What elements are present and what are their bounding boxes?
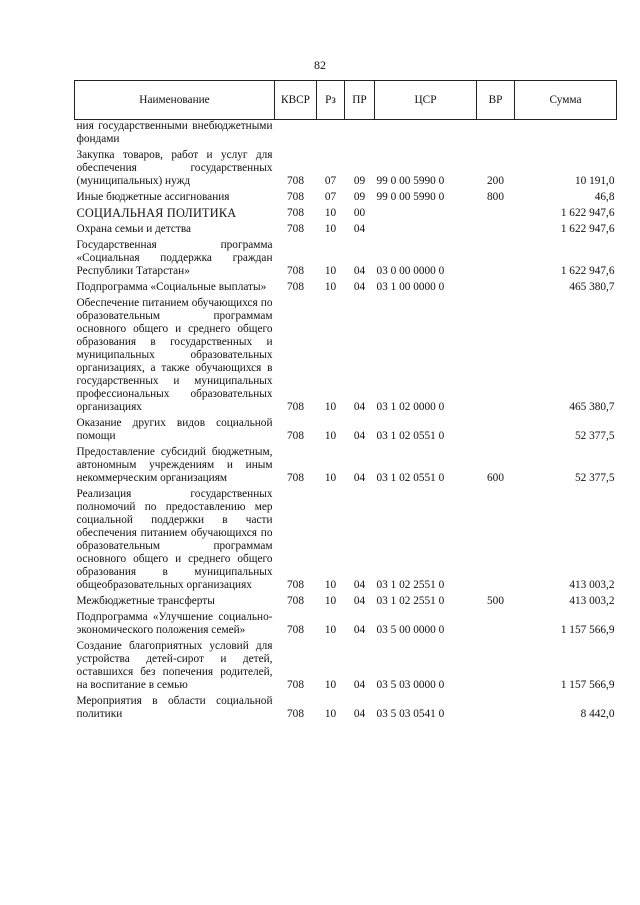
row-pr: 04 xyxy=(353,472,366,484)
row-name: Обеспечение питанием обучающихся по образовательным программам основного общего и среднего общего образования в государственных и муниципальных образовательных организациях, а также обучающихся в государственных и муниципальных профессиональных образовательных организациях xyxy=(76,297,273,413)
row-vr xyxy=(477,297,515,417)
row-sum xyxy=(515,120,617,150)
row-vr xyxy=(477,120,515,150)
row-sum: 10 191,0 xyxy=(574,175,615,187)
row-sum: 413 003,2 xyxy=(569,579,615,591)
row-sum: 52 377,5 xyxy=(574,472,615,484)
row-pr: 04 xyxy=(353,679,366,691)
row-vr xyxy=(477,207,515,223)
table-row xyxy=(75,207,617,223)
table-header-row xyxy=(75,81,617,120)
row-kvsr: 708 xyxy=(287,472,304,484)
row-vr xyxy=(477,695,515,724)
table-row xyxy=(75,120,617,150)
row-csr: 03 1 02 0551 0 xyxy=(376,472,445,484)
row-rz: 07 xyxy=(324,175,337,187)
row-kvsr: 708 xyxy=(287,624,304,636)
row-name: Оказание других видов социальной помощи xyxy=(76,417,273,442)
row-rz: 10 xyxy=(324,265,337,277)
row-rz: 10 xyxy=(324,708,337,720)
row-name: Подпрограмма «Социальные выплаты» xyxy=(76,281,267,293)
row-kvsr: 708 xyxy=(287,265,304,277)
row-vr xyxy=(477,417,515,446)
row-kvsr: 708 xyxy=(287,430,304,442)
row-name: Иные бюджетные ассигнования xyxy=(76,191,230,203)
table-row xyxy=(75,640,617,695)
row-vr xyxy=(477,488,515,595)
row-pr: 09 xyxy=(353,191,366,203)
row-kvsr: 708 xyxy=(287,679,304,691)
row-rz: 10 xyxy=(324,281,337,293)
row-pr: 04 xyxy=(353,223,366,235)
header-vr: ВР xyxy=(477,81,515,120)
row-sum: 465 380,7 xyxy=(569,281,615,293)
row-sum: 413 003,2 xyxy=(569,595,615,607)
row-kvsr: 708 xyxy=(287,223,304,235)
row-sum: 52 377,5 xyxy=(574,430,615,442)
row-vr: 500 xyxy=(487,595,504,607)
row-kvsr: 708 xyxy=(287,579,304,591)
row-name: Предоставление субсидий бюджетным, автономным учреждениям и иным некоммерческим организациям xyxy=(76,446,273,484)
row-kvsr: 708 xyxy=(287,207,304,219)
row-pr: 04 xyxy=(353,595,366,607)
row-csr xyxy=(375,120,477,150)
row-vr xyxy=(477,640,515,695)
row-vr xyxy=(477,239,515,281)
row-sum: 8 442,0 xyxy=(580,708,615,720)
row-sum: 465 380,7 xyxy=(569,401,615,413)
row-pr xyxy=(345,120,375,150)
row-csr: 03 5 00 0000 0 xyxy=(376,624,445,636)
row-sum: 1 622 947,6 xyxy=(560,265,615,277)
header-csr: ЦСР xyxy=(375,81,477,120)
table-row xyxy=(75,281,617,297)
row-csr: 03 0 00 0000 0 xyxy=(376,265,445,277)
row-pr: 04 xyxy=(353,708,366,720)
row-csr xyxy=(375,207,477,223)
row-pr: 04 xyxy=(353,265,366,277)
row-csr: 03 5 03 0000 0 xyxy=(376,679,445,691)
table-row xyxy=(75,149,617,191)
row-sum: 1 157 566,9 xyxy=(560,624,615,636)
table-row xyxy=(75,191,617,207)
row-pr: 04 xyxy=(353,281,366,293)
row-csr: 03 1 00 0000 0 xyxy=(376,281,445,293)
table-row xyxy=(75,595,617,611)
row-pr: 04 xyxy=(353,579,366,591)
table-row xyxy=(75,239,617,281)
row-vr: 800 xyxy=(487,191,504,203)
row-vr xyxy=(477,281,515,297)
row-vr xyxy=(477,223,515,239)
row-rz: 10 xyxy=(324,472,337,484)
table-row xyxy=(75,446,617,488)
row-name: ния государственными внебюджетными фондами xyxy=(76,120,273,145)
row-rz: 10 xyxy=(324,401,337,413)
row-csr: 03 1 02 2551 0 xyxy=(376,579,445,591)
row-vr xyxy=(477,611,515,640)
row-pr: 04 xyxy=(353,430,366,442)
row-csr xyxy=(375,223,477,239)
row-csr: 99 0 00 5990 0 xyxy=(376,175,445,187)
table-row xyxy=(75,611,617,640)
row-kvsr: 708 xyxy=(287,281,304,293)
row-name: Создание благоприятных условий для устройства детей-сирот и детей, оставшихся без попечения родителей, на воспитание в семью xyxy=(76,640,273,691)
row-csr: 03 1 02 0551 0 xyxy=(376,430,445,442)
row-name: Мероприятия в области социальной политики xyxy=(76,695,273,720)
row-name: Государственная программа «Социальная поддержка граждан Республики Татарстан» xyxy=(76,239,273,277)
row-vr: 200 xyxy=(487,175,504,187)
header-name: Наименование xyxy=(75,81,275,120)
row-name: Реализация государственных полномочий по предоставлению мер социальной поддержки в части обеспечения питанием обучающихся по образовательным программам основного общего и среднего общего образования в муниципальных общеобразовательных организациях xyxy=(76,488,273,591)
row-rz xyxy=(317,120,345,150)
budget-table xyxy=(74,80,617,724)
row-rz: 10 xyxy=(324,679,337,691)
row-csr: 03 1 02 0000 0 xyxy=(376,401,445,413)
row-kvsr: 708 xyxy=(287,401,304,413)
row-sum: 1 622 947,6 xyxy=(560,207,615,219)
row-csr: 99 0 00 5990 0 xyxy=(376,191,445,203)
row-name: Закупка товаров, работ и услуг для обеспечения государственных (муниципальных) нужд xyxy=(76,149,273,187)
row-rz: 10 xyxy=(324,595,337,607)
row-kvsr xyxy=(275,120,317,150)
page-number: 82 xyxy=(314,58,326,72)
row-rz: 10 xyxy=(324,207,337,219)
header-rz: Рз xyxy=(317,81,345,120)
row-sum: 1 157 566,9 xyxy=(560,679,615,691)
row-rz: 10 xyxy=(324,624,337,636)
row-rz: 10 xyxy=(324,430,337,442)
row-sum: 1 622 947,6 xyxy=(560,223,615,235)
header-pr: ПР xyxy=(345,81,375,120)
table-row xyxy=(75,417,617,446)
row-vr: 600 xyxy=(487,472,504,484)
table-row xyxy=(75,223,617,239)
table-row xyxy=(75,695,617,724)
row-rz: 07 xyxy=(324,191,337,203)
row-pr: 04 xyxy=(353,624,366,636)
row-rz: 10 xyxy=(324,579,337,591)
row-name: Подпрограмма «Улучшение социально-экономического положения семей» xyxy=(76,611,273,636)
row-kvsr: 708 xyxy=(287,175,304,187)
table-row xyxy=(75,488,617,595)
row-sum: 46,8 xyxy=(594,191,615,203)
row-name: Охрана семьи и детства xyxy=(76,223,192,235)
row-rz: 10 xyxy=(324,223,337,235)
row-csr: 03 1 02 2551 0 xyxy=(376,595,445,607)
row-csr: 03 5 03 0541 0 xyxy=(376,708,445,720)
row-name: Межбюджетные трансферты xyxy=(76,595,215,607)
row-pr: 04 xyxy=(353,401,366,413)
row-kvsr: 708 xyxy=(287,708,304,720)
row-kvsr: 708 xyxy=(287,191,304,203)
row-name: СОЦИАЛЬНАЯ ПОЛИТИКА xyxy=(76,206,237,220)
row-kvsr: 708 xyxy=(287,595,304,607)
header-kvsr: КВСР xyxy=(275,81,317,120)
row-pr: 09 xyxy=(353,175,366,187)
table-row xyxy=(75,297,617,417)
row-pr: 00 xyxy=(353,207,366,219)
header-sum: Сумма xyxy=(515,81,617,120)
